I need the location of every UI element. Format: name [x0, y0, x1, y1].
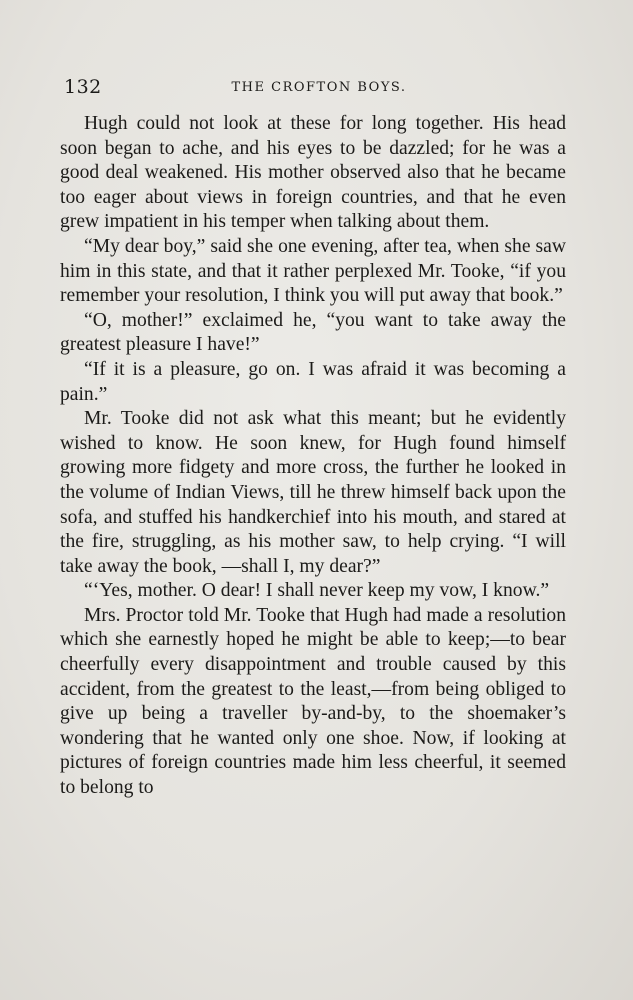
page-number: 132: [64, 76, 102, 98]
paragraph-7: Mrs. Proctor told Mr. Tooke that Hugh had made a resolution which she earnestly hoped he might be able to keep;—to bear cheerfully every disappointment and trouble caused by this accident, from the greatest to the least,—from being obliged to give up being a traveller by-and-by, to the shoemaker’s wondering that he wanted only one shoe. Now, if looking at pictures of foreign countries made him less cheerful, it seemed to belong to: [60, 604, 566, 799]
page-header: [64, 76, 574, 100]
paragraph-5: Mr. Tooke did not ask what this meant; but he evidently wished to know. He soon knew, for Hugh found himself growing more fidgety and more cross, the further he looked in the volume of Indian Views, till he threw himself back upon the sofa, and stuffed his handkerchief into his mouth, and stared at the fire, struggling, as his mother saw, to help crying. “I will take away the book, —shall I, my dear?”: [60, 408, 566, 577]
body-text: [60, 112, 566, 801]
paragraph-6: “‘Yes, mother. O dear! I shall never keep my vow, I know.”: [84, 580, 550, 602]
paragraph-2: “My dear boy,” said she one evening, after tea, when she saw him in this state, and that it rather perplexed Mr. Tooke, “if you remember your resolution, I think you will put away that book.”: [60, 235, 566, 307]
paragraph-3: “O, mother!” exclaimed he, “you want to take away the greatest pleasure I have!”: [60, 309, 566, 356]
paragraph-1: Hugh could not look at these for long together. His head soon began to ache, and his eyes to be dazzled; for he was a good deal weakened. His mother observed also that he became too eager about views in foreign countries, and that he even grew impatient in his temper when talking about them.: [60, 113, 566, 233]
paragraph-4: “If it is a pleasure, go on. I was afraid it was becoming a pain.”: [60, 358, 566, 405]
running-title: THE CROFTON BOYS.: [231, 80, 407, 95]
